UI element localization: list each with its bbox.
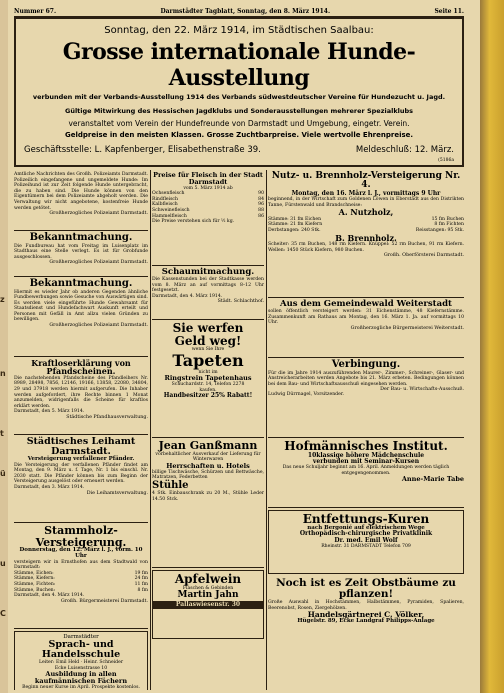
pawn-ticket-date: Darmstadt, den 5. März 1914. — [14, 409, 85, 415]
timber-section-title: A. Nutzholz, — [338, 207, 394, 218]
timber-section-list — [268, 217, 464, 234]
community-forest-title: Aus dem Gemeindewald Weiterstadt — [279, 299, 452, 309]
pawnshop-date: Darmstadt, den 3. März 1914. — [14, 485, 85, 491]
fruit-trees-headline: Noch ist es Zeit Obstbäume zu pflanzen! — [276, 577, 456, 601]
meat-prices-date: vom 5. März 1914 ab — [183, 185, 233, 191]
chairs-text: 4 Stk. Einbauschrank zu 20 M., Stühle Leder 14.50 Stck. — [152, 491, 264, 502]
timber-row-right: 8 fm Fichten — [434, 222, 464, 228]
wallpaper-shop-name: Ringstrein Tapetenhaus — [164, 374, 252, 383]
cider-seller: Martin Jahn — [177, 590, 239, 601]
timber-volume: 11 fm — [134, 582, 148, 587]
wallpaper-ad-text: wenn Sie Ihre — [191, 347, 225, 353]
meat-prices-note: Die Preise verstehen sich für ½ kg. — [152, 219, 235, 225]
notice-signature: Städt. Schlachthof. — [217, 299, 264, 305]
firewood-section-text: Scheiter: 35 rm Buchen, 148 rm Kiefern. Knüppel: 52 rm Buchen, 91 rm Kiefern. Wellen: 1450 Stück Kiefern, 980 Buchen. — [268, 241, 464, 253]
timber-auction-place-date: Darmstadt, den 4. März 1914. — [14, 593, 85, 599]
timber-item: Stämme, Eichen: — [14, 570, 54, 576]
timber-item: Stämme, Kiefern: — [14, 576, 55, 582]
school-title: Sprach- und Handelsschule — [41, 639, 121, 660]
institute-head: Anne-Marie Tabe — [401, 475, 464, 484]
meat-type: Ochsenfleisch — [152, 191, 185, 197]
pawnshop-text: Die Versteigerung der verfallenen Pfänder findet am Montag, den 9. März u. f. Tage, Nr. 1 bis einschl. Nr. 2030 statt. Die Pfänder können bis zum Beginn der Versteigerung ausgelöst oder erneuert werden. — [14, 462, 148, 485]
notice-title: Schaumitmachung. — [161, 267, 255, 277]
pawn-ticket-signature: Städtische Pfandhausverwaltung. — [66, 414, 148, 420]
meat-type: Kalbfleisch — [152, 202, 178, 208]
ad-deadline: Meldeschluß: 12. März. — [355, 145, 454, 155]
ad-office: Geschäftsstelle: L. Kapfenberger, Elisabethenstraße 39. — [24, 145, 261, 155]
ganssmann-text: vorbehaltlicher Ausverkauf der Lieferung für Winterwaren — [155, 451, 261, 463]
timber-auction-text: versteigern wir in Ernsthofen aus dem Stadtwald von Darmstadt: — [14, 559, 148, 571]
cider-address: Pallaswiesenstr. 30 — [153, 601, 263, 609]
school-address: Ecke Luisenstrasse 10 — [54, 665, 108, 671]
ganssmann-name: Jean Ganßmann — [158, 439, 258, 452]
wallpaper-ad-buy: kaufen. — [199, 387, 217, 393]
edge-letter: z — [0, 295, 5, 304]
dog-show-advertisement — [14, 17, 464, 167]
timber-item: Stämme, Fichten: — [14, 582, 56, 587]
ad-date-line: Sonntag, den 22. März 1914, im Städtischen Saalbau: — [104, 25, 374, 36]
column-middle — [152, 170, 264, 690]
community-forest-text: sollen öffentlich versteigert werden: 31 Eichenstämme, 48 Kiefernstämme. Zusammenkunft am Rathaus am Montag, den 16. März 1. Ja. auf vormittags 10 Uhr. — [268, 308, 464, 326]
page-number: Seite 11. — [434, 7, 464, 15]
tender-text: Für die im Jahre 1914 auszuführenden Maurer-, Zimmer-, Schreiner-, Glaser- und Anstreicherarbeiten werden Angebote bis 21. März erbeten. Bedingungen können bei dem Bau- und Wirtschaftsausschuß eingesehen werden. — [268, 370, 464, 387]
timber-list — [14, 571, 148, 593]
notice-signature: Großherzogliches Polizeiamt Darmstadt. — [49, 260, 148, 266]
meat-price-list — [152, 191, 264, 219]
wallpaper-shop-address: Schuchardstr. 14, Telefon 2278 — [171, 381, 245, 387]
left-neighbor-page-edge — [0, 0, 8, 693]
institute-subtitle-2: verbunden mit Seminar-Kursen — [312, 457, 420, 465]
meat-price: 88 — [258, 208, 264, 213]
pawnshop-title: Städtisches Leihamt Darmstadt. — [26, 436, 136, 457]
masthead — [14, 6, 464, 17]
column-official-notices — [14, 170, 148, 690]
timber-auction-signature: Großh. Bürgermeisterei Darmstadt. — [60, 598, 148, 604]
right-page-edge — [480, 0, 504, 693]
nursery-name: Handelsgärtnerei C. Völker, — [307, 610, 425, 620]
timber-row-left: Stämme: 31 fm Eichen — [268, 216, 322, 222]
nursery-address: Hügelstr. 89, Ecke Landgraf Philipps-Anlage — [297, 618, 435, 625]
school-training: Ausbildung in allen kaufmännischen Fächern — [34, 670, 128, 685]
wallpaper-ad-headline-2: Geld weg! — [174, 333, 242, 348]
wallpaper-ad-big: Tapeten — [172, 350, 244, 370]
notice-signature: Großherzogliches Polizeiamt Darmstadt. — [49, 323, 148, 329]
ganssmann-headline: Herrschaften u. Hotels — [166, 461, 250, 470]
issue-number: Nummer 67. — [14, 7, 57, 15]
timber-volume: 8 fm — [137, 587, 148, 593]
paper-date: Darmstädter Tagblatt, Sonntag, den 8. März 1914. — [160, 7, 331, 15]
tender-signature: Der Bau- u. Wirtschafts-Ausschuß. — [380, 387, 464, 393]
edge-letter: ü — [0, 469, 6, 478]
timber-row-left: Stämme: 21 fm Kiefern — [268, 222, 323, 228]
wallpaper-ad-headline: Sie werfen — [172, 321, 244, 335]
school-label: Darmstädter — [63, 634, 99, 640]
edge-letter: t — [0, 429, 4, 438]
edge-letter: u — [0, 559, 6, 568]
column-auctions-ads — [268, 170, 464, 690]
wallpaper-ad-text-2: nicht im — [198, 369, 218, 375]
edge-letter: C — [0, 609, 6, 618]
doctor-name: Dr. med. Emil Wolf — [334, 536, 398, 544]
notice-text: Hiermit es wieder Jahr ob anderen Gegenden ähnliche Fundbewerbungen sowie Gesuche von Auswärtigen sind. Es werden viele eingeführte Hunde Gewahrsamt für Staatsdienst und Hundefachwart Auskunft erteilt und Personen mit Gefäll in Amt allzu vielen Gründen zu bewilligen. — [14, 289, 148, 323]
ad-organizer: veranstaltet vom Verein der Hundefreunde von Darmstadt und Umgebung, eingetr. Verein. — [68, 119, 410, 128]
community-forest-signature: Großherzogliche Bürgermeisterei Weiterstadt. — [350, 325, 464, 331]
cider-subtitle: Flaschen & Gebinden — [182, 585, 234, 591]
institute-text: Das neue Schuljahr beginnt am 16. April. Anmeldungen werden täglich entgegengenommen. — [282, 465, 450, 476]
school-courses: Beginn neuer Kurse im April. Prospekte kostenlos. — [22, 684, 140, 690]
meat-prices-title: Preise für Fleisch in der Stadt Darmstadt — [153, 171, 263, 186]
notice-title: Bekanntmachung. — [29, 278, 133, 289]
police-notice-text: Amtliche Nachrichten des Großh. Polizeiamts Darmstadt. Polizeilich eingefangene und ungemeldete Hunde: Im Polizeihund ist zur Zeit folgende Hunde untergebracht, die zu haben sind. Die Hunde können von den Eigentümern bei dem Polizeiamte abgeholt werden. Die Verwaltung wir nicht angebotene, kostenfreie Hunde werden getötet. — [14, 172, 148, 211]
police-notice-signature: Großherzogliches Polizeiamt Darmstadt. — [49, 211, 148, 217]
tender-title: Verbingung. — [331, 359, 401, 370]
tender-signature-2: Ludwig Dürrnagel, Vorsitzender. — [268, 392, 344, 398]
institute-subtitle: 10klassige höhere Mädchenschule — [307, 451, 425, 459]
pawn-ticket-text: Die nachstehenden Pfandscheine des Pfandleihers Nr. 8989, 28498, 7856, 12146, 19166, 13858, 22080, 34804, 29 und 37918 werden hiermit aufgerufen. Die Inhaber werden aufgefordert, ihre Rechte binnen 1 Monat anzumelden, widrigenfalls die Scheine für kraftlos erklärt werden. — [14, 375, 148, 409]
wallpaper-discount: Handbesitzer 25% Rabatt! — [163, 392, 253, 400]
notice-text: Die Kassenstunden bei der Stadtkasse werden vom 8. März an auf vormittags 8–12 Uhr festgesetzt. — [152, 276, 264, 294]
ad-prizes: Geldpreise in den meisten Klassen. Grosse Zuchtbarpreise. Viele wertvolle Ehrenpreise. — [64, 131, 414, 139]
column-rule — [150, 170, 151, 690]
notice-text: Die Fundbureau hat vom Freitag im Luisenplatz im Stadthaus eine Stelle verlegt. Es ist für Grobfunde ausgeschlossen. — [14, 243, 148, 260]
meat-type: Rindfleisch — [152, 196, 178, 202]
meat-price: 96 — [258, 202, 264, 208]
timber-volume: 19 fm — [134, 570, 148, 576]
firewood-auction-date: Montag, den 16. März l. J., vormittags 9 Uhr — [291, 189, 441, 197]
timber-auction-date: Donnerstag, den 12. März l. J., vorm. 10 Uhr — [19, 547, 143, 559]
institute-title: Hofmännisches Institut. — [284, 439, 448, 453]
meat-type: Hammelfleisch — [152, 213, 187, 219]
column-rule — [266, 170, 267, 690]
firewood-auction-text: beginnend, in der Wirtschaft zum Goldenen Löwen in Eberstadt aus den Distrikten Tanne, Fürstenwald und Brandschneise: — [268, 197, 464, 208]
timber-volume: 24 fm — [134, 576, 148, 582]
clinic-address: Rheinstr. 31 DARMSTADT Telefon 709 — [321, 543, 411, 549]
notice-title: Bekanntmachung. — [29, 232, 133, 243]
firewood-signature: Großh. Oberförsterei Darmstadt. — [383, 253, 464, 259]
cider-brand: Apfelwein — [174, 572, 242, 586]
fruit-trees-text: Große Auswahl in Hochstämmen, Halbstämmen, Pyramiden, Spalieren, Beerenobst, Rosen, Ziergehölzen. — [268, 600, 464, 611]
firewood-section-title: B. Brennholz. — [335, 232, 397, 243]
slimming-cure-title: Entfettungs-Kuren — [302, 512, 430, 526]
ad-headline: Grosse internationale Hunde-Ausstellung — [62, 39, 416, 91]
timber-row-right: Reisstangen: 95 Stk. — [415, 227, 464, 233]
chairs-headline: Stühle — [152, 479, 189, 491]
ad-code: (5186a — [438, 158, 454, 163]
slimming-cure-sub: nach Bergonié auf elektrischem Wege — [307, 524, 425, 531]
pawn-ticket-title: Kraftloserklärung von Pfandscheinen. — [31, 358, 131, 377]
ganssmann-offer: billige Tischwäsche, Schürzen und Bettwäsche, Matratzen, Federbetten — [152, 469, 264, 481]
meat-price: 90 — [258, 191, 264, 197]
timber-item: Stämme, Buchen: — [14, 587, 56, 593]
pawnshop-signature: Die Leihamtsverwaltung. — [86, 490, 148, 496]
ad-cooperation: Gültige Mitwirkung des Hessischen Jagdklubs und Sonderausstellungen mehrerer Spezialklubs — [64, 107, 414, 115]
timber-row-left: Derbstangen: 240 Stk. — [268, 227, 321, 233]
school-leaders: Leiter: Emil Held · Heinr. Schneider — [38, 659, 124, 665]
clinic-name: Orthopädisch-chirurgische Privatklinik — [299, 530, 433, 538]
meat-price: 86 — [258, 213, 264, 219]
meat-type: Schweinefleisch — [152, 208, 190, 213]
pawnshop-subtitle: Versteigerung verfallener Pfänder. — [27, 455, 135, 462]
edge-letter: n — [0, 369, 6, 378]
ad-subline: verbunden mit der Verbands-Ausstellung 1914 des Verbands südwestdeutscher Vereine für Hundezucht u. Jagd. — [32, 93, 446, 101]
timber-auction-title: Stammholz-Versteigerung. — [35, 524, 127, 549]
timber-row-right: 15 fm Buchen — [431, 216, 464, 222]
notice-date: Darmstadt, den 4. März 1914. — [152, 293, 223, 299]
meat-price: 84 — [258, 196, 264, 202]
firewood-auction-title: Nutz- u. Brennholz-Versteigerung Nr. 4. — [271, 171, 461, 191]
